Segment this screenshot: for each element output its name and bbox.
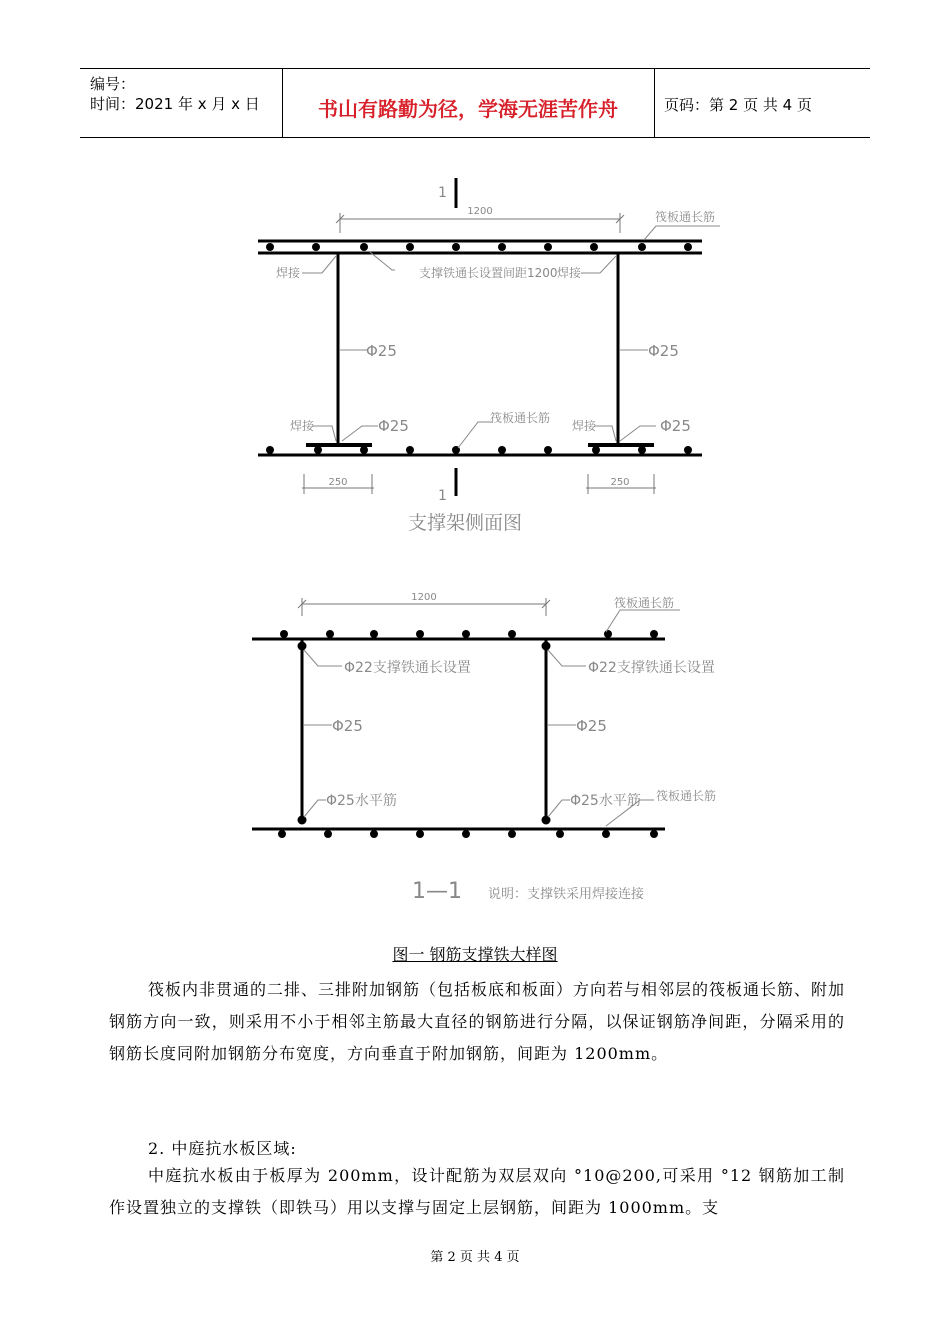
- label-phi25-left: Φ25: [366, 342, 397, 360]
- doc-time-label: 时间：2021 年 x 月 x 日: [90, 95, 260, 113]
- dim-250-left-label: 250: [328, 477, 348, 488]
- dim-1200-top-label: 1200: [467, 206, 493, 217]
- section-label-horiz-left: Φ25水平筋: [326, 793, 397, 809]
- section-mark-bottom-label: 1: [438, 488, 447, 504]
- label-phi25-right: Φ25: [648, 342, 679, 360]
- section-label-top-bar: 筏板通长筋: [614, 596, 675, 610]
- section-note: 说明：支撑铁采用焊接连接: [488, 887, 645, 902]
- figure-caption: [0, 942, 950, 965]
- top-rebar-dots: [266, 243, 692, 251]
- label-phi25-bottom-right: Φ25: [660, 417, 691, 435]
- label-support-spacing: 支撑铁通长设置间距1200: [419, 266, 558, 280]
- section-label-phi25-left: Φ25: [332, 717, 363, 735]
- figure1-title: 支撑架侧面图: [407, 512, 523, 534]
- section-label-phi22-left: Φ22支撑铁通长设置: [344, 660, 471, 676]
- section-label-horiz-right: Φ25水平筋: [570, 793, 641, 809]
- label-weld-left: 焊接: [276, 266, 301, 280]
- label-bottom-bar: 筏板通长筋: [490, 411, 551, 425]
- page-footer: 第 2 页 共 4 页: [430, 1250, 520, 1265]
- section-bottom-dots: [278, 830, 658, 838]
- section-top-dots: [280, 630, 658, 638]
- section-support-dots: [298, 642, 551, 651]
- body-paragraph-2: 中庭抗水板由于板厚为 200mm，设计配筋为双层双向 °10@200,可采用 °12 钢筋加工制作设置独立的支撑铁（即铁马）用以支撑与固定上层钢筋，间距为 1000mm。支: [109, 1166, 845, 1217]
- section-label-phi25-right: Φ25: [576, 717, 607, 735]
- dim-250-marks: [302, 474, 656, 494]
- dim-250-right-label: 250: [610, 477, 630, 488]
- section-title: 1—1: [412, 879, 462, 904]
- label-phi25-bottom-left: Φ25: [378, 417, 409, 435]
- figure1-side-view: [258, 178, 720, 534]
- section-horizontal-dots: [298, 816, 551, 825]
- header-motto: 书山有路勤为径，学海无涯苦作舟: [318, 97, 618, 121]
- label-weld-bottom-left: 焊接: [290, 419, 315, 433]
- label-weld-right: 焊接: [557, 266, 582, 280]
- section-label-phi22-right: Φ22支撑铁通长设置: [588, 660, 715, 676]
- dim-1200-section-label: 1200: [411, 592, 437, 603]
- body-paragraph-1: 筏板内非贯通的二排、三排附加钢筋（包括板底和板面）方向若与相邻层的筏板通长筋、附加钢筋方向一致，则采用不小于相邻主筋最大直径的钢筋进行分隔，以保证钢筋净间距，分隔采用的钢筋长度同附加钢筋分布宽度，方向垂直于附加钢筋，间距为 1200mm。: [109, 980, 846, 1063]
- label-top-bar: 筏板通长筋: [655, 210, 716, 224]
- header-page-info: 页码：第 2 页 共 4 页: [664, 96, 812, 114]
- figure2-section-view: [252, 592, 716, 904]
- figure-caption-text: 图一 钢筋支撑铁大样图: [392, 945, 558, 964]
- label-weld-bottom-right: 焊接: [572, 419, 597, 433]
- section-heading-2: 2. 中庭抗水板区域:: [148, 1139, 297, 1158]
- doc-number-label: 编号：: [90, 75, 136, 93]
- section-mark-top-label: 1: [438, 185, 447, 201]
- section-label-bottom-bar: 筏板通长筋: [656, 789, 717, 803]
- bottom-rebar-dots: [266, 446, 692, 454]
